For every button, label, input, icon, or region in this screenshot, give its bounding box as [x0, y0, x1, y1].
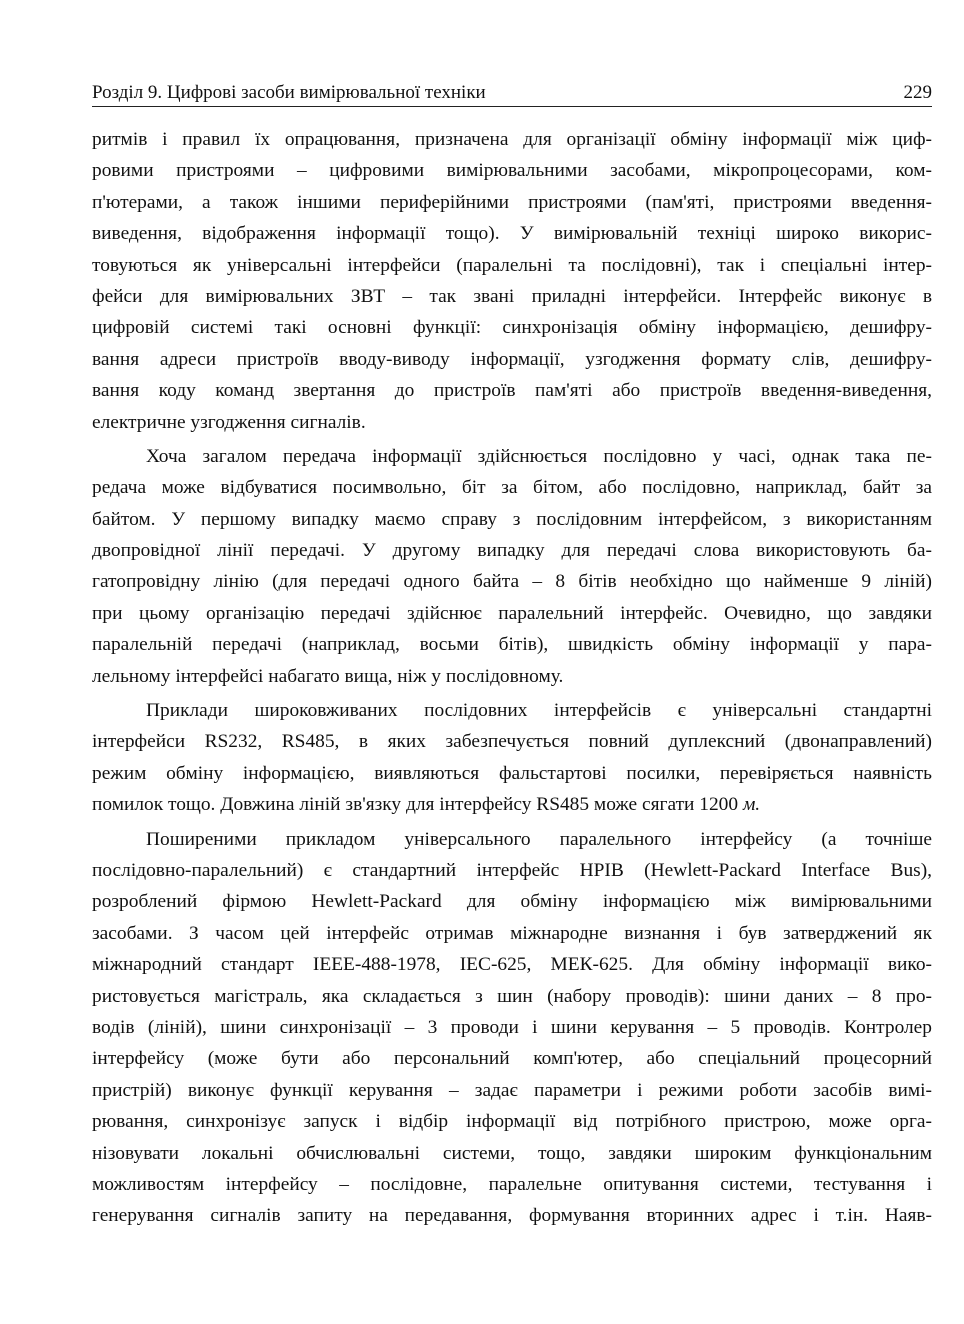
- paragraph: [92, 824, 932, 1232]
- text-line: при цьому організацію передачі здійснює паралельний інтерфейс. Очевидно, що завдяки: [92, 602, 932, 624]
- text-line: електричне узгодження сигналів.: [92, 411, 366, 433]
- text-line: Поширеними прикладом універсального паралельного інтерфейсу (а точніше: [146, 828, 932, 850]
- text-line: ристовується магістраль, яка складається з шин (набору проводів): шини даних – 8 про-: [92, 985, 932, 1007]
- text-line: вання коду команд звертання до пристроїв пам'яті або пристроїв введення-виведення,: [92, 380, 932, 402]
- text-line: водів (ліній), шини синхронізації – 3 проводи і шини керування – 5 проводів. Контролер: [92, 1016, 932, 1038]
- paragraph: [92, 695, 932, 821]
- text-line: розроблений фірмою Hewlett-Packard для обміну інформацією між вимірювальними: [92, 891, 932, 913]
- text-line: пристрій) виконує функції керування – задає параметри і режими роботи засобів вимі-: [92, 1079, 932, 1101]
- text-line-content: помилок тощо. Довжина ліній зв'язку для інтерфейсу RS485 може сягати 1200: [92, 794, 739, 816]
- unit-metre: м.: [742, 794, 761, 816]
- text-line: Приклади широковживаних послідовних інтерфейсів є універсальні стандартні: [146, 700, 932, 722]
- text-line: п'ютерами, а також іншими периферійними пристроями (пам'яті, пристроями введення-: [92, 191, 932, 213]
- text-line: ровими пристроями – цифровими вимірювальними засобами, мікропроцесорами, ком-: [92, 160, 932, 182]
- text-line: виведення, відображення інформації тощо). У вимірювальній техніці широко викорис-: [92, 223, 932, 245]
- text-line: генерування сигналів запиту на передавання, формування вторинних адрес і т.ін. Наяв-: [92, 1205, 932, 1227]
- text-line: нізовувати локальні обчислювальні системи, тощо, завдяки широким функціональним: [92, 1142, 932, 1164]
- text-line: байтом. У першому випадку маємо справу з послідовним інтерфейсом, з використанням: [92, 508, 932, 530]
- text-line: редача може відбуватися посимвольно, біт за бітом, або послідовно, наприклад, байт за: [92, 477, 932, 499]
- running-header: [92, 80, 932, 107]
- text-line: інтерфейсу (може бути або персональний комп'ютер, або спеціальний процесорний: [92, 1048, 932, 1070]
- text-line: гатопровідну лінію (для передачі одного байта – 8 бітів необхідно що найменше 9 ліній): [92, 571, 932, 593]
- page-number: 229: [903, 82, 932, 103]
- text-line: Хоча загалом передача інформації здійснюється послідовно у часі, однак така пе-: [146, 445, 932, 467]
- text-line: режим обміну інформацією, виявляються фальстартові посилки, перевіряється наявність: [92, 762, 932, 784]
- text-line: вання адреси пристроїв вводу-виводу інформації, узгодження формату слів, дешифру-: [92, 348, 932, 370]
- text-line: засобами. З часом цей інтерфейс отримав міжнародне визнання і був затверджений як: [92, 922, 932, 944]
- text-line: паралельній передачі (наприклад, восьми бітів), швидкість обміну інформації у пара-: [92, 634, 932, 656]
- body-text: [92, 124, 932, 1232]
- text-line: рювання, синхронізує запуск і відбір інформації від потрібного пристрою, може орга-: [92, 1111, 932, 1133]
- text-line: можливостям інтерфейсу – послідовне, паралельне опитування системи, тестування і: [92, 1173, 932, 1195]
- text-line: фейси для вимірювальних ЗВТ – так звані приладні інтерфейси. Інтерфейс виконує в: [92, 285, 932, 307]
- text-line: двопровідної лінії передачі. У другому випадку для передачі слова використовують ба-: [92, 540, 932, 562]
- text-line: міжнародний стандарт IEEE-488-1978, IEC-625, МЕК-625. Для обміну інформації вико-: [92, 954, 932, 976]
- paragraph: [92, 441, 932, 692]
- text-line: цифровій системі такі основні функції: синхронізація обміну інформацією, дешифру-: [92, 317, 932, 339]
- paragraph: [92, 124, 932, 438]
- text-line: товуються як універсальні інтерфейси (паралельні та послідовні), так і спеціальні інтер-: [92, 254, 932, 276]
- chapter-title: Розділ 9. Цифрові засоби вимірювальної техніки: [92, 82, 486, 103]
- text-line: [92, 789, 932, 820]
- text-line: інтерфейси RS232, RS485, в яких забезпечується повний дуплексний (двонаправлений): [92, 731, 932, 753]
- text-line: послідовно-паралельний) є стандартний інтерфейс HPIB (Hewlett-Packard Interface Bus),: [92, 859, 932, 881]
- text-line: лельному інтерфейсі набагато вища, ніж у послідовному.: [92, 665, 564, 687]
- text-line: ритмів і правил їх опрацювання, призначена для організації обміну інформації між циф-: [92, 129, 932, 150]
